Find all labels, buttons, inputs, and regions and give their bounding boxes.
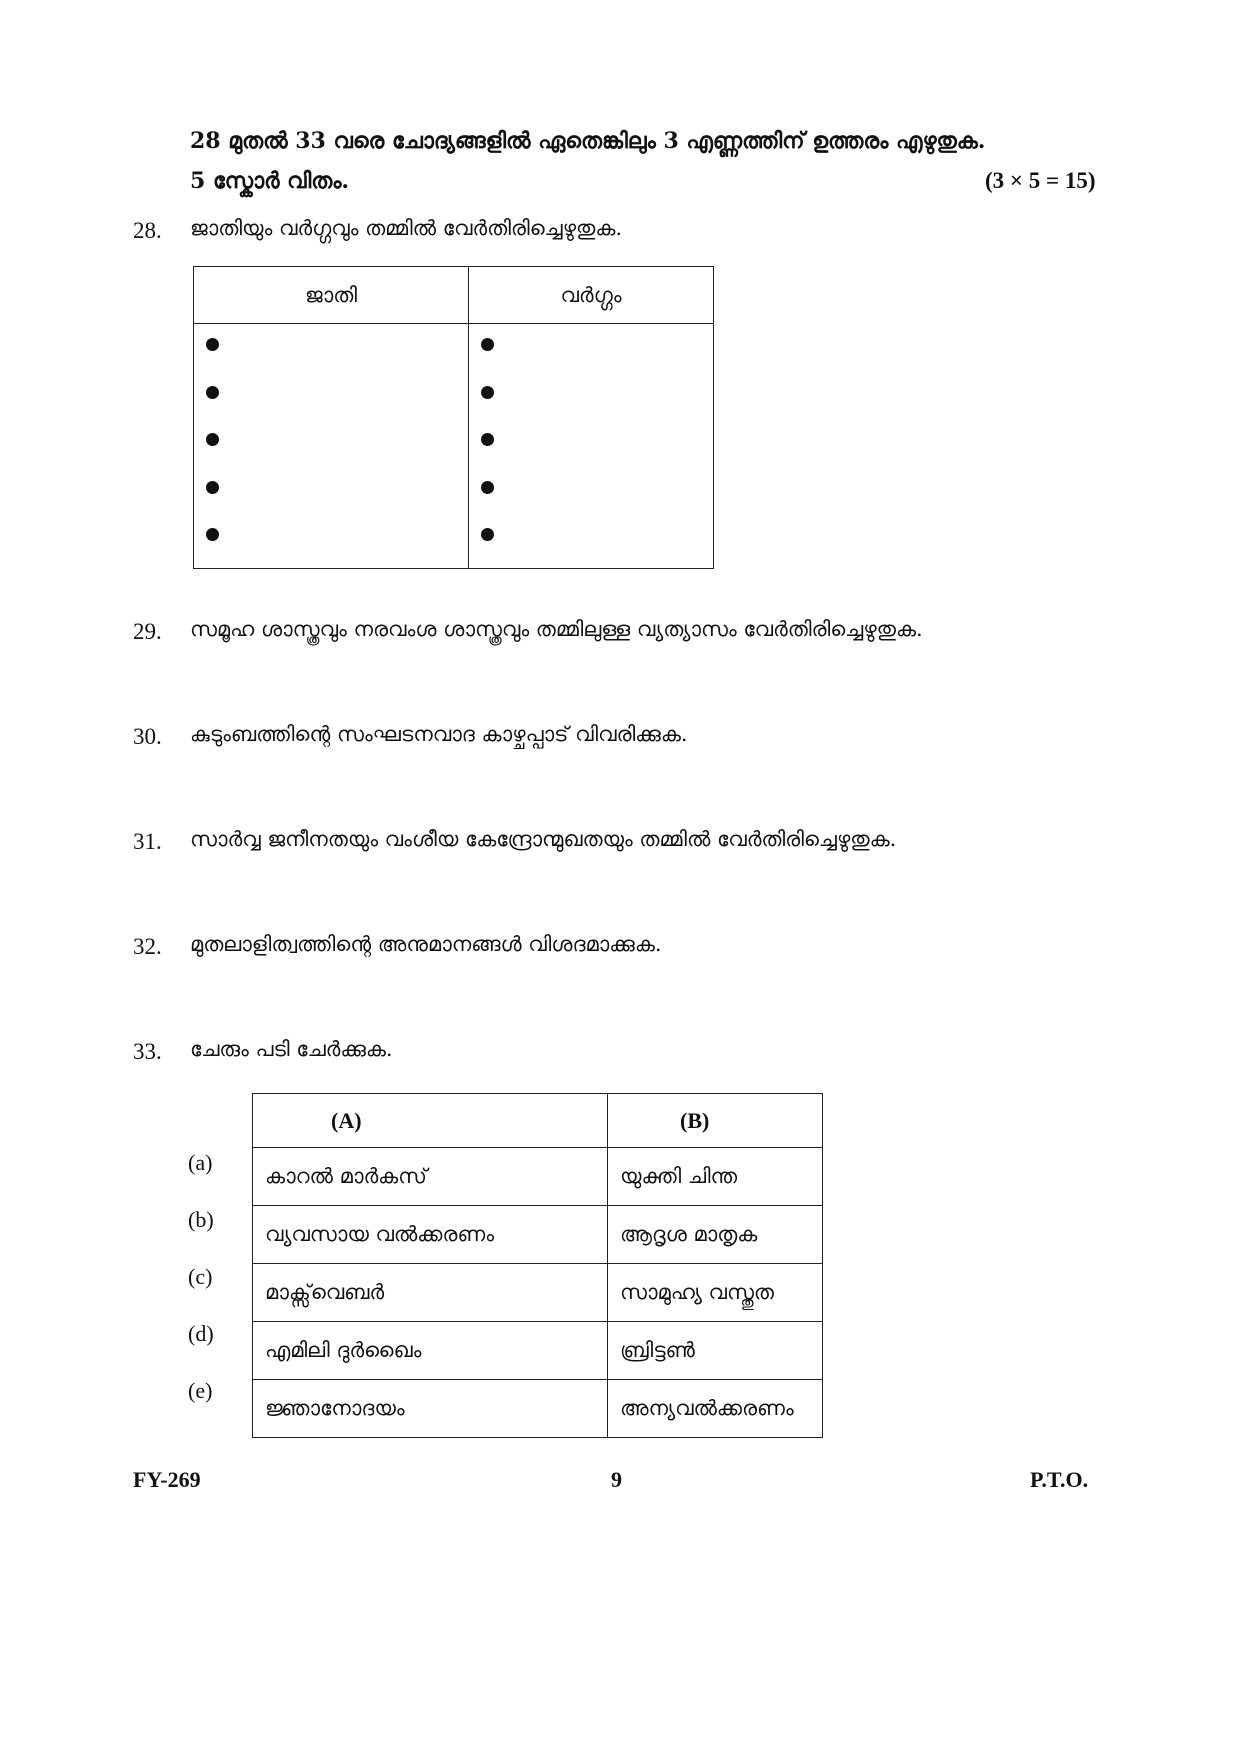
bullet-icon xyxy=(481,481,494,494)
table-header: ജാതി xyxy=(194,267,469,324)
exam-code: FY-269 xyxy=(133,1467,201,1492)
match-cell-a: ജ്ഞാനോദയം xyxy=(253,1380,608,1438)
bullet-icon xyxy=(206,433,219,446)
column-header-b: (B) xyxy=(608,1094,823,1148)
question-number: 30. xyxy=(133,724,162,749)
question-number: 32. xyxy=(133,934,162,959)
match-cell-a: കാറൽ മാർകസ് xyxy=(253,1148,608,1206)
bullet-column xyxy=(194,324,469,569)
question-number: 31. xyxy=(133,829,162,854)
bullet-column xyxy=(469,324,714,569)
bullet-icon xyxy=(481,386,494,399)
bullet-icon xyxy=(206,528,219,541)
match-table xyxy=(252,1093,823,1438)
bullet-icon xyxy=(206,386,219,399)
question-text: സാർവ്വ ജനീനതയും വംശീയ കേന്ദ്രോന്മുഖതയും തമ്മിൽ വേർതിരിച്ചെഴുതുക. xyxy=(190,827,897,851)
question-text: സമൂഹ ശാസ്ത്രവും നരവംശ ശാസ്ത്രവും തമ്മിലുള്ള വ്യത്യാസം വേർതിരിച്ചെഴുതുക. xyxy=(190,617,923,641)
bullet-icon xyxy=(481,528,494,541)
question-text: കുടുംബത്തിന്റെ സംഘടനവാദ കാഴ്ചപ്പാട് വിവരിക്കുക. xyxy=(190,722,688,746)
question-number: 33. xyxy=(133,1039,162,1064)
match-cell-a: വ്യവസായ വൽക്കരണം xyxy=(253,1206,608,1264)
match-cell-b: സാമുഹ്യ വസ്തുത xyxy=(608,1264,823,1322)
question-text: മുതലാളിത്വത്തിന്റെ അനുമാനങ്ങൾ വിശദമാക്കുക. xyxy=(190,932,662,956)
match-cell-a: മാക്സ്‌വെബർ xyxy=(253,1264,608,1322)
question-text: ജാതിയും വർഗ്ഗവും തമ്മിൽ വേർതിരിച്ചെഴുതുക. xyxy=(190,216,623,240)
caste-class-table xyxy=(193,266,714,569)
bullet-icon xyxy=(206,481,219,494)
page-number: 9 xyxy=(611,1467,622,1492)
column-header-a: (A) xyxy=(253,1094,608,1148)
match-cell-a: എമിലി ദുർഖൈം xyxy=(253,1322,608,1380)
row-label: (a) xyxy=(188,1150,213,1175)
bullet-icon xyxy=(481,338,494,351)
match-cell-b: ആദൃശ മാതൃക xyxy=(608,1206,823,1264)
row-label: (b) xyxy=(188,1207,214,1232)
match-cell-b: ബ്രിട്ടൺ xyxy=(608,1322,823,1380)
pto-label: P.T.O. xyxy=(1030,1467,1089,1492)
marks-formula: (3 × 5 = 15) xyxy=(985,168,1096,193)
table-header: വർഗ്ഗം xyxy=(469,267,714,324)
match-cell-b: അന്യവൽക്കരണം xyxy=(608,1380,823,1438)
bullet-icon xyxy=(481,433,494,446)
bullet-icon xyxy=(206,338,219,351)
match-cell-b: യുക്തി ചിന്ത xyxy=(608,1148,823,1206)
instruction-line: 28 മുതൽ 33 വരെ ചോദ്യങ്ങളിൽ ഏതെങ്കിലും 3 എണ്ണത്തിന് ഉത്തരം എഴുതുക. xyxy=(190,128,986,154)
question-number: 29. xyxy=(133,619,162,644)
row-label: (c) xyxy=(188,1264,213,1289)
row-label: (d) xyxy=(188,1321,214,1346)
question-text: ചേരും പടി ചേർക്കുക. xyxy=(190,1037,393,1061)
row-label: (e) xyxy=(188,1378,213,1403)
question-number: 28. xyxy=(133,218,162,243)
score-note: 5 സ്കോർ വിതം. xyxy=(190,168,350,194)
